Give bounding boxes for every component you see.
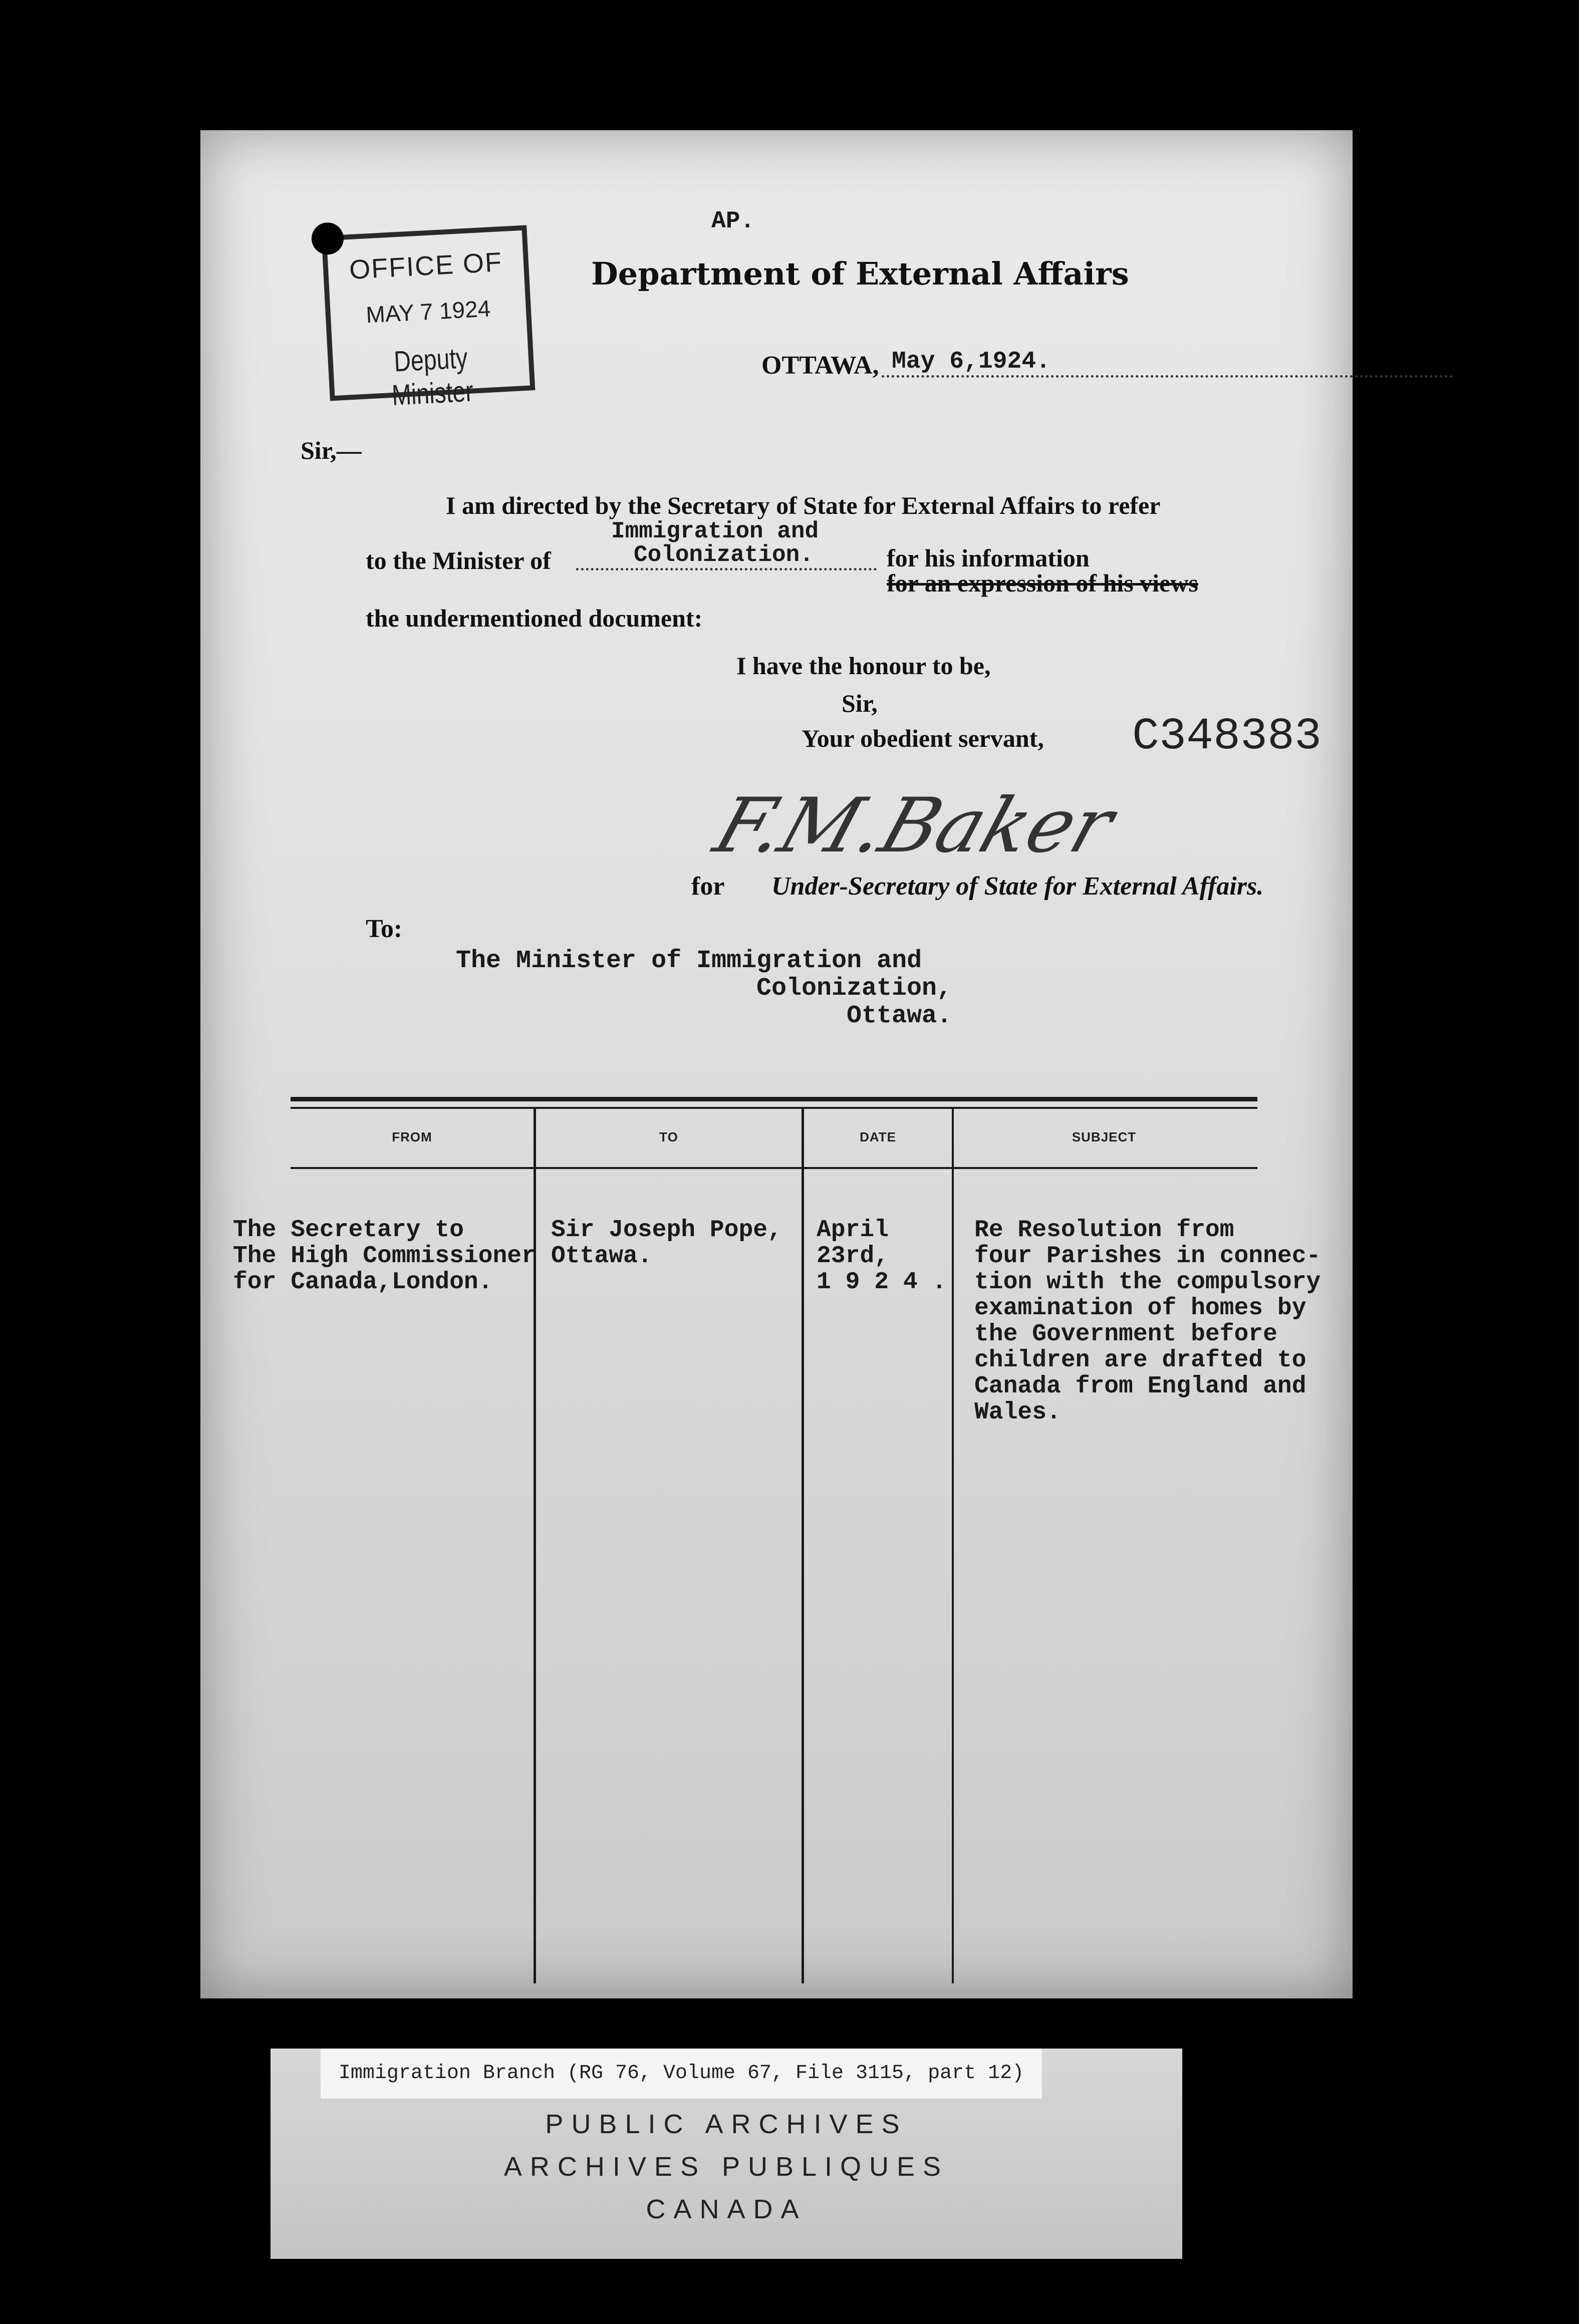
to-label: To:	[366, 915, 403, 943]
to-minister-of: to the Minister of	[366, 546, 551, 574]
salutation: Sir,—	[301, 436, 362, 464]
archives-line-1: PUBLIC ARCHIVES	[545, 2109, 908, 2139]
addressee-line-3: Ottawa.	[847, 1002, 952, 1030]
department-heading: Department of External Affairs	[591, 255, 1129, 292]
svg-text:F.M.Baker: F.M.Baker	[704, 782, 1124, 870]
header-from: FROM	[392, 1129, 432, 1144]
archive-reference-caption: Immigration Branch (RG 76, Volume 67, File 3115, part 12)	[321, 2049, 1042, 2099]
column-divider-3	[952, 1107, 954, 1983]
column-divider-2	[802, 1107, 804, 1983]
header-date: DATE	[860, 1129, 896, 1144]
archives-line-2: ARCHIVES PUBLIQUES	[503, 2152, 949, 2182]
table-top-rule	[291, 1097, 1257, 1101]
letter-date: May 6,1924.	[882, 348, 1453, 378]
addressee-line-1: The Minister of Immigration and	[456, 947, 922, 975]
stamp-date: MAY 7 1924	[365, 295, 491, 328]
minister-department-line1: Immigration and	[611, 518, 819, 544]
punch-hole	[311, 222, 344, 255]
cell-from: The Secretary to The High Commissioner for Canada,London.	[233, 1217, 536, 1296]
body-line-1: I am directed by the Secretary of State for External Affairs to refer	[446, 491, 1161, 519]
for-information: for his information	[887, 544, 1090, 572]
servant-line: Your obedient servant,	[802, 724, 1044, 752]
file-number: C348383	[1132, 711, 1322, 762]
header-to: TO	[659, 1129, 678, 1144]
table-top-rule-thin	[291, 1107, 1257, 1109]
signatory-title: Under-Secretary of State for External Affairs.	[771, 872, 1264, 901]
header-subject: SUBJECT	[1072, 1129, 1137, 1144]
cell-to: Sir Joseph Pope, Ottawa.	[551, 1217, 782, 1270]
document-code: AP.	[711, 208, 755, 235]
signature	[704, 771, 1124, 882]
cell-date: April 23rd, 1 9 2 4 .	[817, 1217, 947, 1296]
place-label: OTTAWA,	[761, 351, 879, 380]
minister-department-line2: Colonization.	[576, 542, 877, 570]
office-received-stamp	[322, 225, 536, 412]
addressee-line-2: Colonization,	[756, 974, 952, 1003]
undermentioned-line: the undermentioned document:	[366, 604, 703, 632]
for-expression-struck: for an expression of his views	[887, 569, 1198, 597]
stamp-deputy-minister: Deputy Minister	[391, 342, 474, 412]
cell-subject: Re Resolution from four Parishes in connec- tion with the compulsory examination of homes by the Government before children are drafted to Canada from England and Wales.	[974, 1217, 1321, 1426]
honour-line: I have the honour to be,	[736, 652, 991, 680]
archives-line-3: CANADA	[646, 2194, 807, 2224]
for-label: for	[691, 872, 725, 901]
document-page	[200, 130, 1353, 1998]
stamp-office-label: OFFICE OF	[348, 247, 503, 285]
table-header-rule	[291, 1167, 1257, 1169]
sir-line: Sir,	[842, 689, 878, 717]
